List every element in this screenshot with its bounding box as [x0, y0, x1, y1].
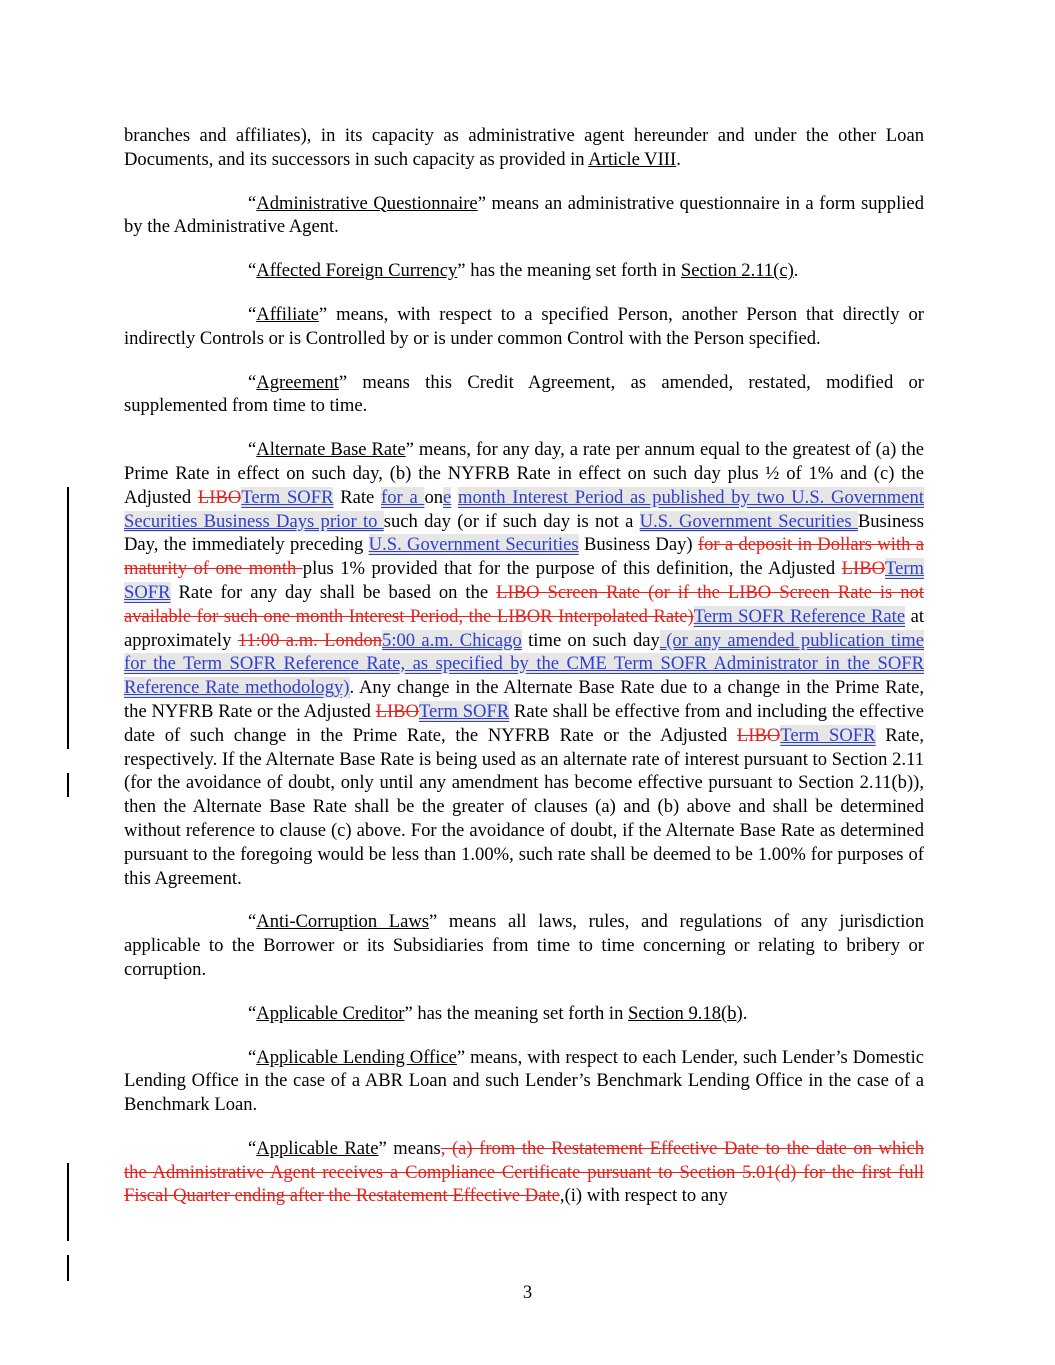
deleted-cross-reference: Section 5.01(d): [679, 1161, 797, 1183]
body-text: ” means: [378, 1137, 441, 1159]
inserted-text: Term SOFR: [124, 558, 924, 603]
body-text: Rate: [333, 486, 382, 508]
paragraph-administrative-agent-continued: [124, 124, 924, 172]
deleted-text: LIBO: [375, 700, 419, 722]
body-text: .: [676, 148, 681, 170]
body-text: ” has the meaning set forth in: [457, 260, 681, 282]
inserted-text: e: [443, 486, 452, 508]
definition-alternate-base-rate: [124, 438, 924, 890]
defined-term: Affiliate: [256, 303, 319, 325]
defined-term: Anti-Corruption Laws: [256, 911, 430, 933]
change-bar: [67, 773, 69, 797]
defined-term: Administrative Questionnaire: [256, 192, 478, 214]
cross-reference: Section 9.18(b): [628, 1002, 743, 1024]
definition-agreement: [124, 371, 924, 419]
body-text: .: [742, 1002, 748, 1024]
body-text: ” means this Credit Agreement, as amended, restated, modified or supplemented from time to time.: [124, 371, 924, 417]
body-text: time on such day: [521, 629, 660, 651]
defined-term: Agreement: [256, 371, 339, 393]
definition-affected-foreign-currency: [124, 259, 924, 283]
defined-term: Alternate Base Rate: [256, 439, 406, 461]
body-text: . Any change in the Alternate Base Rate due to a change in the Prime Rate, the NYFRB Rate or the Adjusted: [124, 677, 924, 722]
cross-reference: Section 2.11(c): [680, 260, 794, 282]
defined-term: Applicable Creditor: [256, 1002, 405, 1024]
quote-mark: “: [248, 303, 257, 325]
cross-reference: Article VIII: [588, 148, 677, 170]
body-text: ” means, with respect to each Lender, such Lender’s Domestic Lending Office in the case of a ABR Loan and such Lender’s Benchmark Lending Office in the case of a Benchmark Loan.: [124, 1046, 924, 1116]
deleted-text: LIBO: [736, 724, 781, 746]
body-text: ,(i) with respect to any: [559, 1185, 728, 1207]
body-text: ” means all laws, rules, and regulations of any jurisdiction applicable to the Borrower or its Subsidiaries from time to time concerning or relating to bribery or corruption.: [124, 911, 924, 980]
deleted-text: for a deposit in Dollars with a maturity of one month: [124, 534, 924, 580]
deleted-text: 11:00 a.m. London: [237, 629, 383, 651]
body-text: at approximately: [124, 605, 924, 651]
page-number: 3: [522, 1282, 533, 1303]
definition-anti-corruption-laws: [124, 910, 924, 981]
inserted-text: for a: [381, 486, 425, 508]
body-text: Business Day): [578, 534, 698, 556]
body-text: on: [424, 486, 444, 508]
inserted-text: Term SOFR: [241, 486, 334, 508]
quote-mark: “: [248, 260, 257, 282]
quote-mark: “: [248, 911, 257, 933]
quote-mark: “: [248, 192, 257, 214]
definition-affiliate: [124, 303, 924, 351]
body-text: plus 1% provided that for the purpose of this definition, the Adjusted: [302, 558, 842, 580]
deleted-text: LIBO: [197, 486, 242, 508]
definition-applicable-rate: [124, 1137, 924, 1208]
defined-term: Applicable Lending Office: [256, 1046, 457, 1068]
inserted-text: 5:00 a.m. Chicago: [382, 629, 522, 651]
inserted-text: Term SOFR Reference Rate: [693, 605, 906, 627]
body-text: ” means, with respect to a specified Person, another Person that directly or indirectly Controls or is Controlled by or is under common Control with the Person specified.: [124, 303, 924, 349]
deleted-text: , (a) from the Restatement Effective Date to the date on which the Administrative Agent receives a Compliance Certificate pursuant to: [124, 1137, 924, 1183]
change-bar: [67, 1255, 69, 1281]
change-bar: [67, 487, 69, 749]
inserted-text: month Interest Period as published by two U.S. Government Securities Business Days prior to: [124, 486, 924, 532]
quote-mark: “: [248, 439, 257, 461]
document-page: [124, 124, 924, 1228]
quote-mark: “: [248, 371, 257, 393]
quote-mark: “: [248, 1046, 257, 1068]
change-bar: [67, 1163, 69, 1241]
defined-term: Applicable Rate: [256, 1137, 379, 1159]
body-text: ” means, for any day, a rate per annum equal to the greatest of (a) the Prime Rate in effect on such day, (b) the NYFRB Rate in effect on such day plus ½ of 1% and (c) the Adjusted: [124, 439, 924, 508]
body-text: Business Day, the immediately preceding: [124, 510, 924, 556]
body-text: Rate shall be effective from and including the effective date of such change in the Prime Rate, the NYFRB Rate or the Adjusted: [124, 700, 924, 746]
definition-applicable-creditor: [124, 1002, 924, 1026]
defined-term: Affected Foreign Currency: [256, 260, 458, 282]
deleted-text: LIBO: [841, 558, 886, 580]
body-text: Rate for any day shall be based on the: [170, 581, 497, 603]
inserted-text: Term SOFR: [780, 724, 876, 746]
body-text: ” means an administrative questionnaire in a form supplied by the Administrative Agent.: [124, 192, 924, 238]
definition-administrative-questionnaire: [124, 192, 924, 240]
quote-mark: “: [248, 1137, 257, 1159]
body-text: such day (or if such day is not a: [383, 510, 640, 532]
body-text: Rate, respectively. If the Alternate Base Rate is being used as an alternate rate of interest pursuant to Section 2.11 (for the avoidance of doubt, only until any amendment has become effective pursuant to Section 2.11(b)), then the Alternate Base Rate shall be the greater of clauses (a) and (b) above and shall be determined without reference to clause (c) above. For the avoidance of doubt, if the Alternate Base Rate as determined pursuant to the foregoing would be less than 1.00%, such rate shall be deemed to be 1.00% for purposes of this Agreement.: [124, 724, 924, 889]
deleted-text: for the first full Fiscal Quarter ending after the Restatement Effective Date: [124, 1161, 925, 1207]
body-text: branches and affiliates), in its capacity as administrative agent hereunder and under the other Loan Documents, and its successors in such capacity as provided in: [124, 125, 924, 170]
quote-mark: “: [248, 1002, 257, 1024]
inserted-text: Term SOFR: [418, 700, 510, 722]
definition-applicable-lending-office: [124, 1046, 924, 1117]
inserted-text: U.S. Government Securities: [368, 534, 579, 556]
inserted-text: U.S. Government Securities: [639, 510, 858, 532]
deleted-text: LIBO Screen Rate (or if the LIBO Screen Rate is not available for such one month Interest Period, the LIBOR Interpolated Rate): [124, 581, 924, 627]
inserted-text: (or any amended publication time for the Term SOFR Reference Rate, as specified by the CME Term SOFR Administrator in the SOFR Reference Rate methodology): [124, 629, 924, 699]
body-text: .: [793, 260, 799, 282]
body-text: ” has the meaning set forth in: [404, 1002, 629, 1024]
